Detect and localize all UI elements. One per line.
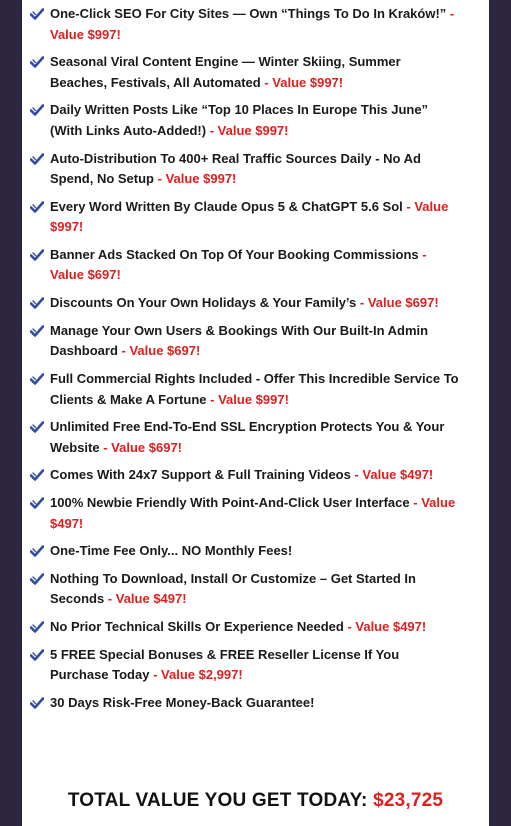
price-separator: - [206, 391, 219, 407]
feature-text: Comes With 24x7 Support & Full Training Videos [50, 467, 351, 483]
feature-item [30, 321, 460, 362]
check-icon [30, 496, 44, 510]
price-value: Value $997! [217, 122, 289, 138]
feature-text: Every Word Written By Claude Opus 5 & ChatGPT 5.6 Sol [50, 198, 403, 214]
feature-price [154, 171, 236, 186]
feature-text: Unlimited Free End-To-End SSL Encryption Protects You & Your Website [50, 419, 445, 455]
check-icon [30, 372, 44, 386]
feature-item [30, 645, 460, 686]
feature-text: One-Click SEO For City Sites — Own “Things To Do In Kraków!” [50, 6, 447, 21]
total-label: TOTAL VALUE YOU GET TODAY: [67, 790, 374, 811]
price-separator: - [409, 495, 422, 511]
check-icon [30, 152, 44, 166]
price-value: Value $697! [367, 295, 439, 311]
feature-item [30, 693, 460, 714]
right-border [489, 0, 511, 826]
price-value: Value $997! [50, 198, 449, 235]
check-icon [30, 296, 44, 310]
feature-item [30, 197, 460, 238]
price-value: Value $997! [218, 391, 289, 407]
price-separator: - [99, 439, 112, 455]
feature-item [30, 293, 460, 314]
left-border [0, 0, 22, 826]
price-value: Value $497! [50, 495, 456, 531]
price-separator: - [402, 198, 415, 214]
feature-item [30, 617, 460, 638]
feature-text: Banner Ads Stacked On Top Of Your Booking Commissions [50, 246, 419, 262]
feature-text: Manage Your Own Users & Bookings With Our Built-In Admin Dashboard [50, 322, 429, 359]
feature-price [206, 123, 288, 138]
feature-text: 100% Newbie Friendly With Point-And-Click User Interface [50, 495, 410, 511]
price-separator: - [149, 667, 162, 683]
feature-text: Seasonal Viral Content Engine — Winter Skiing, Summer Beaches, Festivals, All Automated [50, 54, 401, 90]
feature-item [30, 569, 460, 610]
price-value: Value $997! [50, 26, 121, 42]
check-icon [30, 7, 44, 21]
check-icon [30, 572, 44, 586]
price-value: Value $697! [111, 439, 182, 455]
feature-price [207, 392, 289, 407]
feature-price [351, 467, 433, 482]
feature-price [100, 440, 182, 455]
feature-item [30, 369, 460, 410]
price-value: Value $2,997! [161, 667, 243, 683]
price-value: Value $997! [165, 171, 237, 187]
price-value: Value $497! [362, 467, 434, 483]
feature-text: No Prior Technical Skills Or Experience Needed [50, 619, 344, 635]
feature-text: One-Time Fee Only... NO Monthly Fees! [50, 543, 293, 559]
feature-price [118, 343, 200, 358]
feature-item [30, 465, 460, 486]
feature-text: Auto-Distribution To 400+ Real Traffic Sources Daily - No Ad Spend, No Setup [50, 150, 421, 187]
feature-item [30, 541, 460, 562]
feature-text: Daily Written Posts Like “Top 10 Places In Europe This June” (With Links Auto-Added!) [50, 102, 429, 138]
total-value-line [22, 790, 489, 812]
feature-item [30, 149, 460, 190]
feature-item [30, 493, 460, 534]
feature-text: Nothing To Download, Install Or Customize – Get Started In Seconds [50, 570, 416, 607]
price-value: Value $697! [50, 267, 121, 283]
feature-item [30, 52, 460, 93]
feature-text: 5 FREE Special Bonuses & FREE Reseller License If You Purchase Today [50, 646, 400, 683]
feature-price [344, 619, 426, 634]
check-icon [30, 200, 44, 214]
check-icon [30, 248, 44, 262]
price-separator: - [206, 122, 218, 138]
price-separator: - [154, 171, 166, 187]
price-separator: - [418, 246, 427, 262]
feature-price [261, 75, 343, 90]
price-separator: - [343, 619, 356, 635]
check-icon [30, 103, 44, 117]
feature-list [30, 4, 460, 721]
check-icon [30, 55, 44, 69]
price-value: Value $997! [272, 74, 344, 90]
feature-text: Full Commercial Rights Included - Offer This Incredible Service To Clients & Make A Fortune [50, 371, 459, 407]
price-separator: - [446, 6, 455, 21]
price-separator: - [104, 591, 116, 607]
feature-price [356, 295, 438, 310]
price-separator: - [356, 295, 368, 311]
total-amount: $23,725 [373, 790, 444, 811]
feature-price [104, 591, 186, 606]
feature-text: Discounts On Your Own Holidays & Your Family’s [50, 295, 357, 311]
check-icon [30, 544, 44, 558]
price-value: Value $497! [115, 591, 187, 607]
check-icon [30, 420, 44, 434]
check-icon [30, 468, 44, 482]
feature-item [30, 4, 460, 45]
check-icon [30, 648, 44, 662]
check-icon [30, 696, 44, 710]
feature-item [30, 100, 460, 141]
price-value: Value $497! [355, 619, 427, 635]
feature-item [30, 417, 460, 458]
feature-text: 30 Days Risk-Free Money-Back Guarantee! [50, 695, 315, 710]
price-separator: - [350, 467, 363, 483]
check-icon [30, 620, 44, 634]
check-icon [30, 324, 44, 338]
feature-item [30, 245, 460, 286]
price-separator: - [260, 74, 273, 90]
feature-price [149, 667, 242, 682]
price-separator: - [117, 343, 130, 359]
price-value: Value $697! [129, 343, 201, 359]
